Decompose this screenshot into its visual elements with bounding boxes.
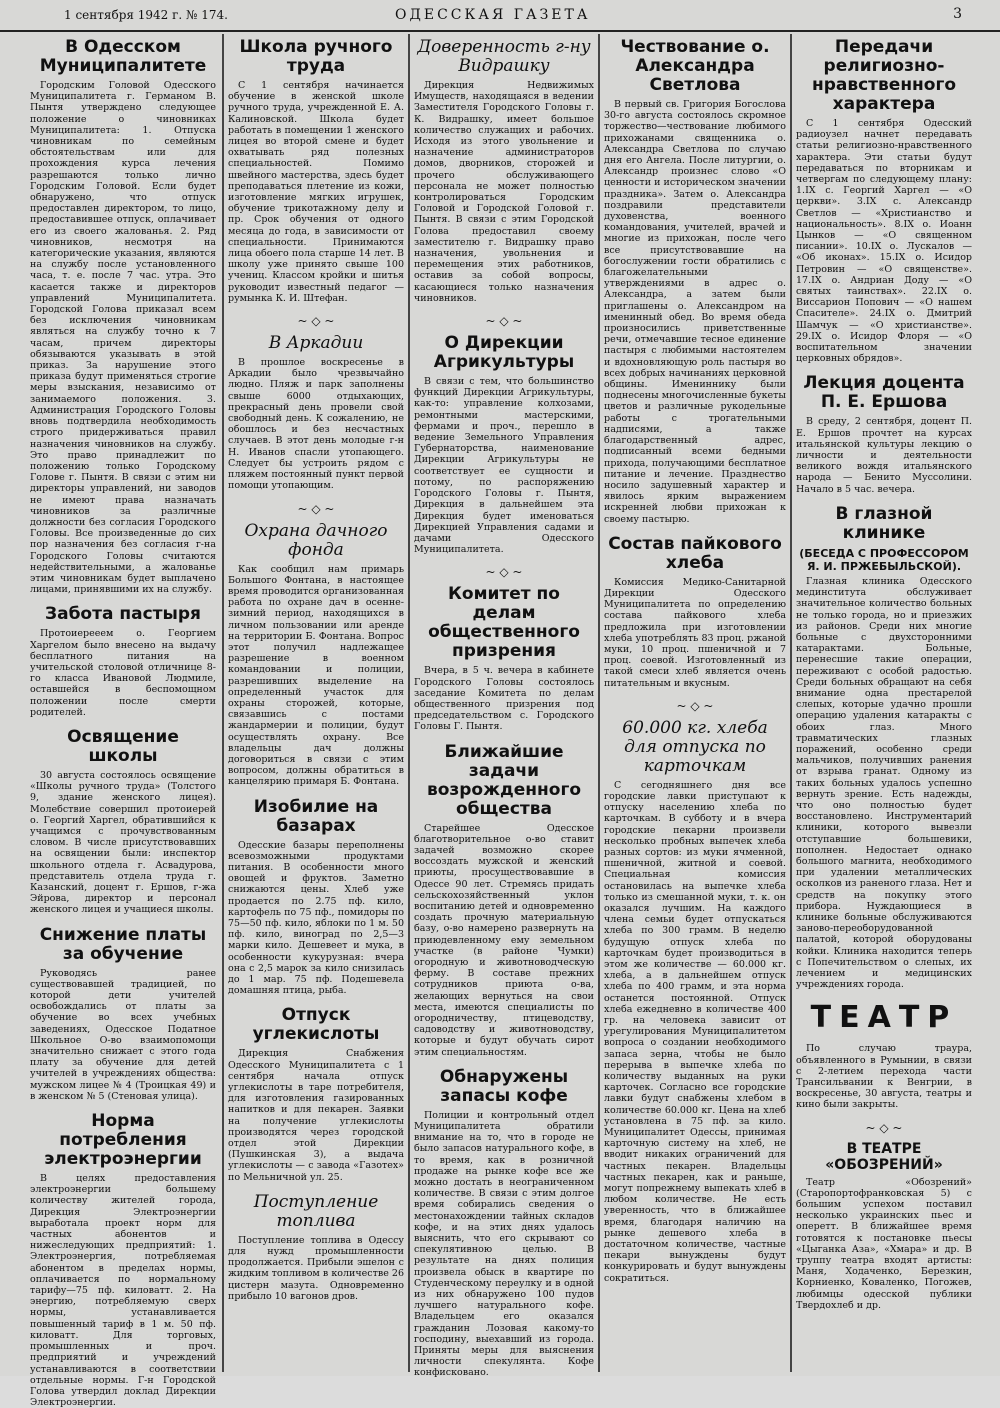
headline: Чествование о. Александра Светлова: [620, 37, 770, 95]
column-4: [602, 36, 788, 1372]
column-rule: [598, 34, 600, 1372]
article-body: В целях предоставления электроэнергии большему количеству жителей города, Дирекция Электроэнергии выработала проект норм для частных абонентов и нижеследующих предприятий: 1. Электроэнергия, потребляемая абонентом в пределах нормы, оплачивается по нормальному тарифу—75 пф. киловатт. 2. На энергию, потребляемую сверх нормы, устанавливается повышенный тариф в 1 м. 50 пф. киловатт. Для торговых, промышленных и проч. предприятий и учреждений устанавливаются в соответствии отдельные нормы. Г-н Городской Голова утвердил доклад Дирекции Электроэнергии.: [30, 1173, 216, 1408]
headline: Ближайшие задачи возрожденного общества: [426, 741, 582, 819]
headline: Норма потребления электроэнергии: [44, 1111, 202, 1170]
divider-ornament: ~ ◇ ~: [297, 314, 335, 329]
article-body: Протоиерееем о. Георгием Харгелом было внесено на выдачу бесплатного питания на учительской столовой отличнице 8-го класса Ивановой Людмиле, оставшейся в беспомощном положении после смерти родителей.: [30, 628, 216, 718]
headline: Передачи религиозно-нравственного характера: [811, 37, 957, 114]
article-body: Комиссия Медико-Санитарной Дирекции Одесского Муниципалитета по определению состава пайкового хлеба предложила при изготовлении хлеба употреблять 83 проц. ржаной муки, 10 проц. пшеничной и 7 проц. соевой. Изготовленный из такой смеси хлеб является очень питательным и вкусным.: [604, 576, 786, 689]
article-body: С 1 сентября Одесский радиоузел начнет передавать статьи религиозно-нравственного характера. Эти статьи будут передаваться по вторникам и четвергам по следующему плану: 1.IX с. Георгий Харгел — «О церкви». 3.IX с. Александр Светлов — «Христианство и национальность». 8.IX о. Иоанн Цынков — «О священном писании». 10.IX о. Лускалов — «Об иконах». 15.IX о. Исидор Петровин — «О священстве». 17.IX о. Андриан Доду — «О святых таинствах». 22.IX о. Виссарион Попович — «О нашем Спасителе». 24.IX о. Дмитрий Шамчук — «О христианстве». 29.IX о. Исидор Флоря — «О воспитательном значении церковных обрядов».: [796, 118, 972, 365]
article-svetlov-celebration: [604, 38, 786, 525]
headline: В Одесском Муниципалитете: [39, 37, 207, 76]
column-rule: [408, 34, 410, 1372]
newspaper-name: ОДЕССКАЯ ГАЗЕТА: [395, 7, 591, 23]
headline: Освящение школы: [67, 726, 179, 766]
article-body: Городским Головой Одесского Муниципалитета г. Германом В. Пынтя утверждено следующее положение о чиновниках Муниципалитета: 1. Отпуска чиновникам по семейным обстоятельствам или для прохождения курса лечения разрешаются только лично Городским Головой. Если будет обнаружено, что отпуск предоставлен директором, то лицо, предоставившее отпуск, оплачивает его из своего жалованья. 2. Ряд чиновников, несмотря на категорические указания, являются на службу после установленного часа, т. е. после 7 час. утра. Это касается также и директоров управлений Муниципалитета. Городской Голова приказал всем без исключения чиновникам являться на службу точно к 7 часам, причем директоры обязываются указывать в этой приказ. За нарушение этого приказа будут применяться строгие меры взыскания, независимо от занимаемого положения. 3. Администрация Городского Головы вновь подтвердила необходимость строго придерживаться правил назначения чиновников на службу. Это право принадлежит по положению только Городскому Голове г. Пынтя. В связи с этим ни директоры управлений, ни заводов не имеют права назначать чиновников за различные должности без согласия Городского Головы. Все произведенные до сих пор назначения без согласия г-на Городского Головы считаются недействительными, а жалованье этим чиновникам будет выплачено лицами, принявшими их на службу.: [30, 80, 216, 596]
article-body: С 1 сентября начинается обучение в женской школе ручного труда, учрежденной Е. А. Калиновской. Школа будет работать в помещении 1 женского лицея во второй смене и будет охватывать ряд полезных специальностей. Помимо швейного мастерства, здесь будет преподаваться плетение из кожи, изготовление мягких игрушек, обучение трикотажному делу и пр. Срок обучения от одного месяца до года, в зависимости от специальности. Принимаются лица обоего пола старше 14 лет. В школу уже принято свыше 100 учениц. Классом кройки и шитья руководит известный педагог — румынка К. И. Штефан.: [228, 80, 404, 304]
article-body: Одесские базары переполнены всевозможными продуктами питания. В особенности много овощей и фруктов. Заметно снижаются цены. Хлеб уже продается по 2.75 пф. кило, картофель по 75 пф., помидоры по 75—50 пф. кило, яблоки по 1 м. 50 пф. кило, виноград по 2,5—3 марки кило. Дешевеет и мука, в особенности кукурузная: вчера она с 2,5 марок за кило снизилась до 1 мар. 75 пф. Подешевела домашняя птица, рыба.: [228, 839, 404, 997]
headline: Состав пайкового хлеба: [608, 533, 782, 573]
column-2: [226, 36, 406, 1372]
article-tuition-reduction: [30, 926, 216, 1102]
headline: Снижение платы за обучение: [39, 924, 207, 964]
article-ration-bread: [604, 535, 786, 689]
column-5: [794, 36, 974, 1372]
article-school-consecration: [30, 728, 216, 916]
article-electricity-norm: [30, 1112, 216, 1408]
article-body: В связи с тем, что большинство функций Дирекции Агрикультуры, как-то: управление колхозами, ремонтными мастерскими, фермами и проч., перешло в ведение Земельного Управления Губернаторства, наименование Дирекции Агрикультуры не соответствует ее сущности и потому, по распоряжению Городского Головы г. Пынтя, Дирекция в дальнейшем эта Дирекция будет именоваться Дирекцией Управления садами и дачами Одесского Муниципалитета.: [414, 376, 594, 556]
article-society-tasks: [414, 743, 594, 1058]
headline: Отпуск углекислоты: [252, 1005, 380, 1045]
article-fuel-supply: [228, 1193, 404, 1302]
article-body: В прошлое воскресенье в Аркадии было чрезвычайно людно. Пляж и парк заполнены свыше 6000 отдыхающих, прекрасный день провели свой свободный день. К сожалению, не обошлось и без несчастных случаев. В этот день молодые г-н Н. Иванов спасли утопающего. Следует бы устроить рядом с пляжем постоянный пункт первой помощи утопающим.: [228, 357, 404, 492]
article-ershov-lecture: [796, 374, 972, 494]
article-theatre: [796, 1000, 972, 1110]
article-coffee-stocks: [414, 1068, 594, 1379]
headline: В Аркадии: [268, 333, 364, 354]
headline: Комитет по делам общественного призрения: [428, 584, 580, 662]
column-3: [412, 36, 596, 1379]
article-bread-cards: [604, 719, 786, 1284]
column-1: [28, 36, 218, 1408]
article-body: Руководясь ранее существовавшей традицией, по которой дети учителей освобождались от платы за обучение во всех учебных заведениях, Одесское Податное Школьное О-во взаимопомощи значительно снижает с этого года плату за обучение для детей учителей в учреждениях общества: мужском лицее № 4 (Троицкая 49) и в женском № 5 (Стеновая улица).: [30, 967, 216, 1102]
headline: Обнаружены запасы кофе: [439, 1066, 569, 1106]
masthead: [0, 0, 1000, 32]
headline: ТЕАТР: [810, 1000, 958, 1036]
headline: Доверенность г-ну Видрашку: [417, 37, 591, 76]
article-body: Старейшее Одесское благотворительное о-во ставит задачей возможно скорее воссоздать мужской и женский приюты, просуществовавшие в Одессе 90 лет. Стремясь придать сельскохозяйственный уклон воспитанию детей и одновременно создать прочную материальную базу, о-во намерено развернуть на приюдевленному ему земельном участке (в районе Чумки) огородную и животноводческую ферму. В составе прежних сотрудников приюта о-ва, желающих вернуться на свои места, имеются специалисты по огородничеству, птицеводству, садоводству и животноводству, которые и будут обучать сирот этим специальностям.: [414, 822, 594, 1058]
headline: Охрана дачного фонда: [244, 520, 388, 560]
article-eye-clinic: [796, 505, 972, 991]
page-number: 3: [953, 6, 962, 22]
article-body: С сегодняшнего дня все городские лавки приступают к отпуску населению хлеба по карточкам. В субботу и в вчера городские пекарни произвели несколько пробных выпечек хлеба разных сортов: из муки ячменной, пшеничной, житной и соевой. Специальная комиссия остановилась на выпечке хлеба только из смешанной муки, т. к. он оказался лучшим. На каждого члена семьи будет отпускаться хлеба по 300 грамм. В неделю будущую отпуск хлеба по карточкам будет производиться в этом же количестве — 60.000 кг. хлеба, а в дальнейшем отпуск хлеба по 400 грамм, и эта норма останется постоянной. Отпуск хлеба ежедневно в количестве 400 гр. на человека зависит от урегулирования Муниципалитетом вопроса о создании необходимого запаса зерна, чтобы не было перерыва в выпечке хлеба по количеству выданных на руки карточек. Согласно все городские лавки будут снабжены хлебом в количестве 60.000 кг. Цена на хлеб установлена в 75 пф. за кило. Муниципалитет Одессы, принимая карточную систему на хлеб, не вводит никаких ограничений для частных пекарен. Владельцы частных пекарен, как и раньше, могут попрежнему выпекать хлеб в любом количестве. Не есть уверенность, что в ближайшее время, благодаря наличию на рынке дешевого хлеба в достаточном количестве, частные пекари вынуждены будут конкурировать и будут вынуждены сократиться.: [604, 779, 786, 1284]
headline: Лекция доцента П. Е. Ершова: [803, 373, 965, 413]
headline: Изобилие на базарах: [253, 796, 379, 836]
article-body: Полиции и контрольный отдел Муниципалитета обратили внимание на то, что в городе не было запасов натурального кофе, в то время, как в розничной продаже на рынке кофе все же можно достать в неограниченном количестве. В связи с этим долгое время собирались сведения о местонахождении тайных складов кофе, и на этих днях удалось выяснить, что его скрывают со спекулятивною целью. В результате на днях полиция произвела обыск в квартире по Студенческому переулку и в одной из них обнаружено 100 пудов лучшего натурального кофе. Владельцем его оказался гражданин Лозовая какому-то господину, выехавший из города. Приняты меры для выяснения личности спекулянта. Кофе конфисковано.: [414, 1109, 594, 1379]
article-body: Дирекция Недвижимых Имуществ, находящаяся в ведении Заместителя Городского Головы г. К. Видрашку, имеет большое количество служащих и рабочих. Исходя из этого увольнение и назначение администраторов домов, дворников, сторожей и прочего обслуживающего персонала не может полностью контролироваться Городским Головой и Городской Головой г. Пынтя. В связи с этим Городской Голова предоставил своему заместителю г. Видрашку право назначения, увольнения и перемещения этих работников, оставив за собой вопросы, касающиеся только назначения чиновников.: [414, 80, 594, 304]
article-pastor-care: [30, 605, 216, 718]
article-market-abundance: [228, 798, 404, 997]
subheadline: (БЕСЕДА С ПРОФЕССОРОМ Я. И. ПРЖЕБЫЛЬСКОЙ).: [799, 546, 969, 573]
headline: 60.000 кг. хлеба для отпуска по карточкам: [622, 717, 768, 776]
article-carbon-dioxide: [228, 1006, 404, 1182]
headline: В глазной клинике: [835, 503, 933, 543]
column-rule: [790, 34, 792, 1372]
headline: Школа ручного труда: [239, 37, 393, 76]
article-body: Как сообщил нам примарь Большого Фонтана, в настоящее время проводится организованная работа по охране дач в осенне-зимний период, находящихся в личном пользовании или аренде на территории Б. Фонтана. Вопрос этот получил надлежащее разрешение в военном командовании и полиции, разрешивших выделение на определенный участок для охраны сторожей, которые, связавшись с постами жандармерии и полиции, будут осуществлять охрану. Все владельцы дач должны договориться в связи с этим вопросом, должны обратиться в канцелярию примаря Б. Фонтана.: [228, 563, 404, 788]
article-body: 30 августа состоялось освящение «Школы ручного труда» (Толстого 9, здание женского лицея). Молебствие совершил протоиерей о. Георгий Харгел, обратившийся к учащимся с прочувствованным словом. В числе присутствовавших на освящении были: инспектор школьного отдела г. Асвадурова, представитель отдела труда г. Казанский, доцент г. Ершов, г-жа Эйрова, директор и персонал женского лицея и учащиеся школы.: [30, 769, 216, 916]
article-body: По случаю траура, объявленного в Румынии, в связи с 2-летием перехода части Трансильвании к Венгрии, в воскресенье, 30 августа, театры и кино были закрыты.: [796, 1043, 972, 1111]
headline: Поступление топлива: [253, 1191, 379, 1231]
headline: О Дирекции Агрикультуры: [433, 333, 575, 373]
theatre-heading: [796, 1000, 972, 1035]
article-body: В первый св. Григория Богослова 30-го августа состоялось скромное торжество—чествование любимого прихожанами священника о. Александра Светлова по случаю дня его Ангела. После литургии, о. Александр произнес слово «О ценности и историческом значении праздника». Затем о. Александра поздравили представители духовенства, военного командования, учителей, врачей и многие из прихожан, после чего все присутствовавшие на богослужении гости обратились с благожелательными утверждениями в адрес о. Александра, а затем были приглашены о. Александром на именинный обед. Во время обеда произносились приветственные речи, отмечавшие тесное единение пастыря с любимыми настоятелем и вдохновляющую роль пастыря во всех добрых начинаниях церковной общины. Имениннику были поднесены многочисленные букеты цветов и различные рукодельные работы с трогательными надписями, а также благодарственный адрес, подписанный всеми бедными прихода, получающими бесплатное питание и лечение. Празднество носило задушевный характер и явилось ярким выражением искренней любви прихожан к своему пастырю.: [604, 99, 786, 525]
issue-date: 1 сентября 1942 г. № 174.: [64, 8, 228, 22]
divider-ornament: ~ ◇ ~: [485, 565, 523, 580]
article-vidrashku-power: [414, 38, 594, 304]
article-dacha-protection: [228, 522, 404, 788]
article-handicraft-school: [228, 38, 404, 304]
column-rule: [222, 34, 224, 1372]
article-arcadia: [228, 334, 404, 491]
headline: Забота пастыря: [45, 604, 201, 625]
divider-ornament: ~ ◇ ~: [297, 501, 335, 516]
article-body: Дирекция Снабжения Одесского Муниципалитета с 1 сентября начала отпуск углекислоты в таре потребителя, для изготовления газированных напитков и для пекарен. Заявки на получение углекислоты производятся через городской отдел этой Дирекции (Пушкинская 3), а выдача углекислоты — с завода «Газотех» по Мельничной ул. 25.: [228, 1048, 404, 1183]
article-municipality: [30, 38, 216, 595]
article-agriculture-directorate: [414, 334, 594, 555]
headline: В ТЕАТРЕ «ОБОЗРЕНИЙ»: [825, 1140, 943, 1173]
article-body: В среду, 2 сентября, доцент П. Е. Ершов прочтет на курсах итальянской культуры лекцию о личности и деятельности великого вождя итальянского народа — Бенито Муссолини. Начало в 5 час. вечера.: [796, 416, 972, 495]
article-religious-broadcasts: [796, 38, 972, 364]
article-body: Театр «Обозрений» (Старопортофранковская 5) с большим успехом поставил несколько украинских пьес и оперетт. В ближайшее время готовятся к постановке пьесы «Цыганка Аза», «Хмара» и др. В труппу театра входят артисты: Маня, Ходаченко, Березкин, Корниенко, Коваленко, Погожев, любимцы одесской публики Твердохлеб и др.: [796, 1176, 972, 1311]
article-theatre-reviews: [796, 1141, 972, 1311]
divider-ornament: ~ ◇ ~: [485, 314, 523, 329]
divider-ornament: ~ ◇ ~: [865, 1120, 903, 1135]
divider-ornament: ~ ◇ ~: [676, 698, 714, 713]
article-body: Вчера, в 5 ч. вечера в кабинете Городского Головы состоялось заседание Комитета по делам общественного призрения под председательством с. Городского Головы Г. Пынтя.: [414, 665, 594, 733]
article-charity-committee: [414, 585, 594, 732]
article-body: Глазная клиника Одесского мединститута обслуживает значительное количество больных не только города, но и приезжих из районов. Среди них многие больные с двухсторонними катарактами. Больные, перенесшие такие операции, переживают с особой радостью. Среди больных обращают на себя внимание одна престарелой слепых, которые удачно прошли операцию удаления катаракты с обоих глаз. Много травматических глазных поражений, особенно среди мальчиков, получивших ранения от взрыва гранат. Одному из таких больных удалось успешно вернуть зрение. Есть надежды, что оно полностью будет восстановлено. Инструментарий клиники, которого вывезли отступавшие большевики, пополнен. Недостает однако большого магнита, необходимого при удалении металлических осколков из раненого глаза. Нет и средств на покупку этого прибора. Нуждающиеся в клинике больные обслуживаются заново-переоборудованной палатой, которой оборудованы койки. Клиника находится теперь с Попечительством о слепых, их лечением и медицинских учреждениях города.: [796, 575, 972, 991]
article-body: Поступление топлива в Одессу для нужд промышленности продолжается. Прибыли эшелон с жидким топливом в количестве 26 цистерн мазута. Одновременно прибыло 10 вагонов дров.: [228, 1234, 404, 1302]
